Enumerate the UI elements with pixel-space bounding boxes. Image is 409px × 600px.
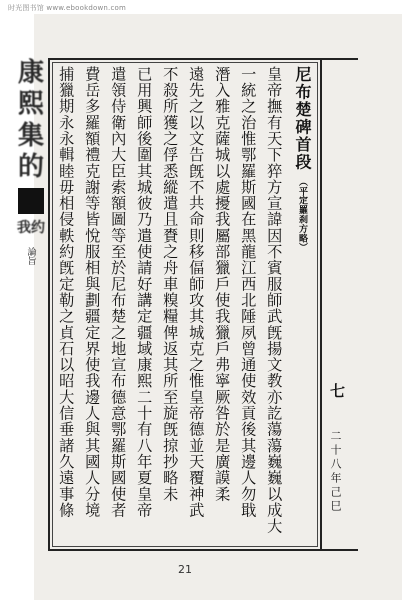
title-char: 熙: [17, 89, 44, 120]
title-strip: [16, 60, 46, 360]
heading-column: [294, 66, 310, 252]
margin-date: 二十八年己巳: [329, 430, 342, 514]
text-column: 費岳多羅額禮克謝等皆悅服相與劃疆定界使我邊人與其國人分境: [83, 66, 102, 519]
heading-note: （平定羅刹方略）: [297, 177, 307, 253]
page-number: 21: [178, 563, 192, 576]
watermark-text: 时光图书馆 www.ebookdown.com: [8, 4, 127, 12]
text-column: 皇帝撫有天下猝方宣諱因不賓服師武旣揚文教亦訖蕩蕩巍巍以成大: [265, 66, 284, 535]
text-column: 捕獵期永永輯睦毋相侵軼約旣定勒之貞石以昭大信垂諸久遠事條: [57, 66, 76, 519]
title-char: 康: [17, 58, 44, 88]
text-column: 潛入雅克薩城以處擾我屬部獵戶使我獵戶弗寧厥咎於是廣謨柔: [213, 66, 232, 503]
text-column: 已用興師後圍其城彼乃遣使請好講定疆域康熙二十有八年夏皇帝: [135, 66, 154, 519]
heading-title: 尼布楚碑首段: [293, 66, 312, 171]
margin-char: 七: [330, 382, 346, 400]
text-column: 一統之治惟鄂羅斯國在黑龍江西北陲夙曾通使效貢後其邊人勿戢: [239, 66, 258, 519]
title-note: 論旨: [25, 246, 36, 265]
text-column: 遠先之以文告旣不共命則移偪師攻其城克之惟皇帝德並天覆神武: [187, 66, 206, 519]
title-sub: 我约: [17, 220, 45, 237]
black-block: [18, 188, 44, 214]
title-char: 集: [17, 120, 44, 151]
text-column: 遣領侍衛內大臣索額圖等至於尼布楚之地宣布德意鄂羅斯國使者: [109, 66, 128, 519]
text-column: 不殺所獲之俘悉縱遣且賚之舟車糗糧俾返其所至旋旣掠抄略未: [161, 66, 180, 503]
title-char: 的: [17, 151, 44, 182]
